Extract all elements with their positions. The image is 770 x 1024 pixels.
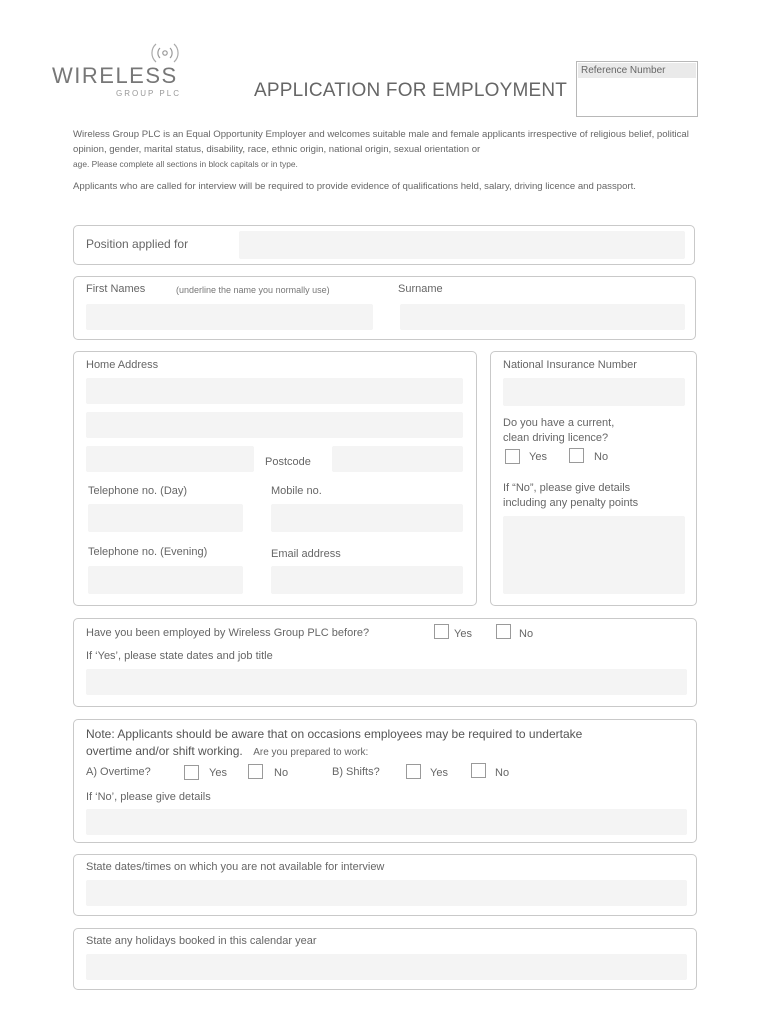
licence-no-checkbox[interactable]: [569, 448, 584, 463]
ni-number-label: National Insurance Number: [503, 359, 637, 371]
overtime-details-label: If ‘No’, please give details: [86, 791, 211, 803]
intro-paragraph-2: Applicants who are called for interview will be required to provide evidence of qualifications held, salary, driving licence and passport.: [73, 181, 636, 192]
mobile-input[interactable]: [271, 504, 463, 532]
tel-evening-label: Telephone no. (Evening): [88, 546, 208, 558]
first-names-note: (underline the name you normally use): [176, 285, 330, 295]
overtime-note-line-2: overtime and/or shift working. Are you prepared to work:: [86, 744, 369, 758]
address-line-1-input[interactable]: [86, 378, 463, 404]
tel-day-label: Telephone no. (Day): [88, 485, 188, 497]
previous-details-input[interactable]: [86, 669, 687, 695]
position-label: Position applied for: [86, 237, 189, 251]
holidays-input[interactable]: [86, 954, 687, 980]
shifts-no-label: No: [495, 767, 510, 779]
licence-section: [490, 351, 697, 606]
wireless-signal-icon: [148, 40, 182, 64]
shifts-label: B) Shifts?: [332, 766, 380, 778]
interview-availability-input[interactable]: [86, 880, 687, 906]
previous-details-label: If ‘Yes’, please state dates and job title: [86, 650, 273, 662]
shifts-yes-label: Yes: [430, 767, 448, 779]
licence-yes-label: Yes: [529, 451, 547, 463]
reference-number-label: Reference Number: [578, 63, 696, 78]
mobile-label: Mobile no.: [271, 485, 322, 497]
licence-question-line-2: clean driving licence?: [503, 432, 609, 444]
previous-yes-checkbox[interactable]: [434, 624, 449, 639]
licence-details-input[interactable]: [503, 516, 685, 594]
names-section: [73, 276, 696, 340]
position-section: [73, 225, 695, 265]
previous-yes-label: Yes: [454, 628, 472, 640]
overtime-label: A) Overtime?: [86, 766, 151, 778]
position-input[interactable]: [239, 231, 685, 259]
interview-availability-section: [73, 854, 697, 916]
overtime-yes-checkbox[interactable]: [184, 765, 199, 780]
overtime-no-label: No: [274, 767, 289, 779]
email-input[interactable]: [271, 566, 463, 594]
previous-no-label: No: [519, 628, 534, 640]
licence-no-label: No: [594, 451, 609, 463]
first-names-input[interactable]: [86, 304, 373, 330]
surname-input[interactable]: [400, 304, 685, 330]
overtime-yes-label: Yes: [209, 767, 227, 779]
holidays-section: [73, 928, 697, 990]
postcode-input[interactable]: [332, 446, 463, 472]
licence-yes-checkbox[interactable]: [505, 449, 520, 464]
postcode-label: Postcode: [265, 456, 311, 468]
overtime-no-checkbox[interactable]: [248, 764, 263, 779]
overtime-section: [73, 719, 697, 843]
address-line-2-input[interactable]: [86, 412, 463, 438]
tel-day-input[interactable]: [88, 504, 243, 532]
tel-evening-input[interactable]: [88, 566, 243, 594]
shifts-yes-checkbox[interactable]: [406, 764, 421, 779]
surname-label: Surname: [398, 283, 443, 295]
licence-question-line-1: Do you have a current,: [503, 417, 615, 429]
licence-details-line-1: If “No”, please give details: [503, 482, 631, 494]
interview-availability-label: State dates/times on which you are not available for interview: [86, 861, 385, 873]
address-section: [73, 351, 477, 606]
ni-number-input[interactable]: [503, 378, 685, 406]
logo-wordmark: WIRELESS: [52, 63, 178, 88]
overtime-details-input[interactable]: [86, 809, 687, 835]
overtime-note-line-1: Note: Applicants should be aware that on occasions employees may be required to undertake: [86, 727, 583, 741]
previous-employment-section: [73, 618, 697, 707]
address-line-3-input[interactable]: [86, 446, 254, 472]
previous-no-checkbox[interactable]: [496, 624, 511, 639]
home-address-label: Home Address: [86, 359, 159, 371]
shifts-no-checkbox[interactable]: [471, 763, 486, 778]
intro-paragraph: Wireless Group PLC is an Equal Opportunity Employer and welcomes suitable male and female applicants irrespective of religious belief, political opinion, gender, marital status, disability, race, ethnic origin, national origin, sexual orientation or age. Please complete all sections in block capitals or in type.: [73, 129, 689, 169]
page-title: APPLICATION FOR EMPLOYMENT: [254, 80, 568, 101]
first-names-label: First Names: [86, 283, 146, 295]
previous-employment-question: Have you been employed by Wireless Group PLC before?: [86, 627, 370, 639]
logo-subtitle: GROUP PLC: [116, 89, 181, 98]
reference-number-box[interactable]: [576, 61, 698, 117]
holidays-label: State any holidays booked in this calendar year: [86, 935, 317, 947]
licence-details-line-2: including any penalty points: [503, 497, 639, 509]
email-label: Email address: [271, 548, 341, 560]
